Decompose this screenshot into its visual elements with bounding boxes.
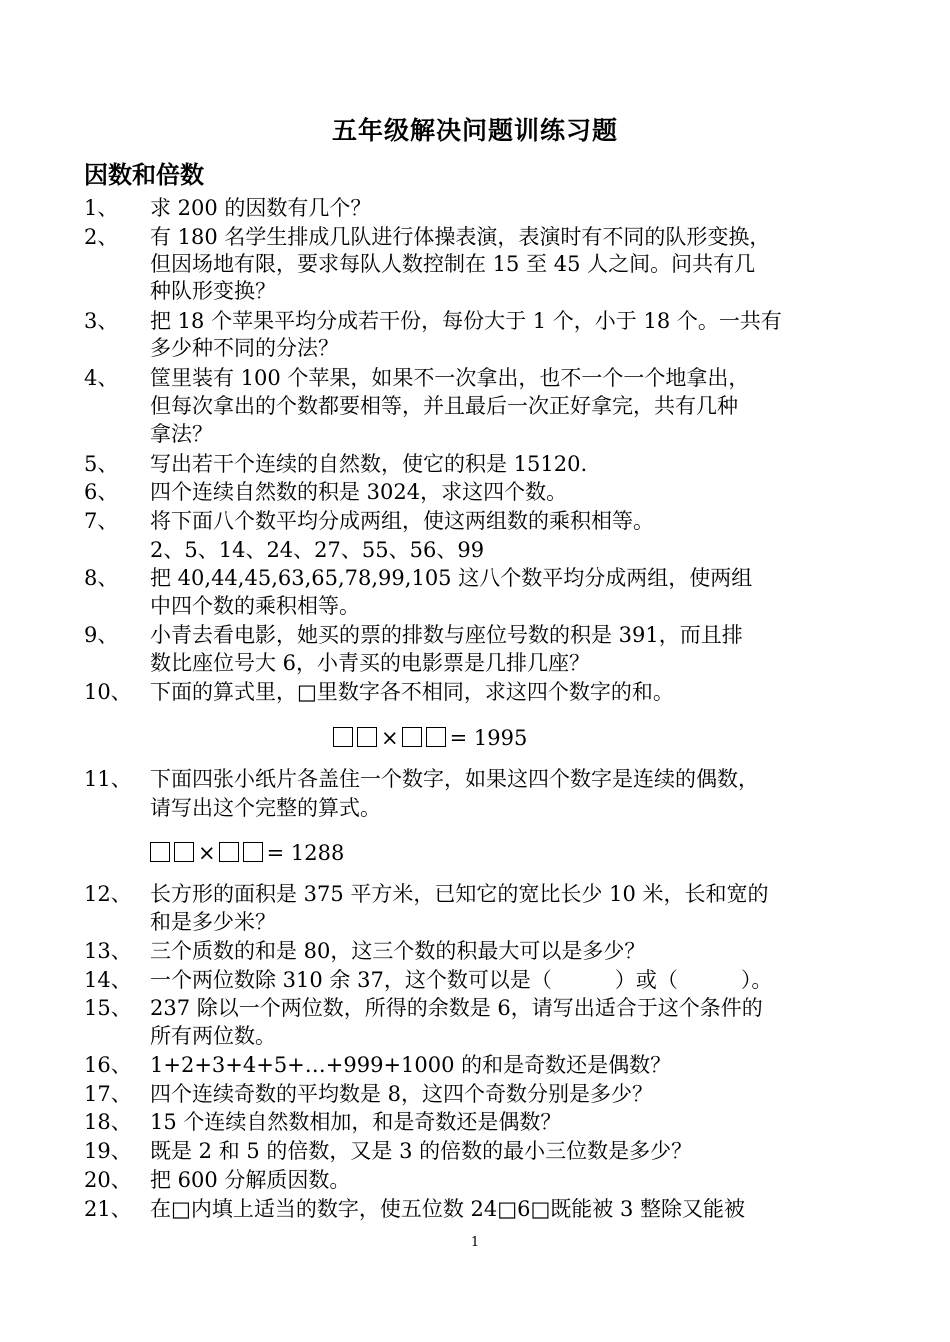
times-sign: × — [198, 841, 216, 865]
problem-number: 4、 — [84, 366, 119, 390]
problem-text: 2、5、14、24、27、55、56、99 — [150, 538, 485, 562]
problem-number: 6、 — [84, 480, 119, 504]
problem-text: 多少种不同的分法？ — [150, 336, 339, 360]
problem-number: 19、 — [84, 1139, 132, 1163]
problem-text: 既是 2 和 5 的倍数，又是 3 的倍数的最小三位数是多少？ — [150, 1139, 693, 1163]
problem-text: 15 个连续自然数相加，和是奇数还是偶数？ — [150, 1110, 562, 1134]
problem-number: 12、 — [84, 882, 132, 906]
problem-number: 14、 — [84, 968, 132, 992]
problem-number: 3、 — [84, 309, 119, 333]
problem-text: 在□内填上适当的数字，使五位数 24□6□既能被 3 整除又能被 — [150, 1197, 745, 1221]
problem-number: 15、 — [84, 996, 132, 1020]
problem-text: 1+2+3+4+5+…+999+1000 的和是奇数还是偶数？ — [150, 1053, 672, 1077]
problem-text: 把 600 分解质因数。 — [150, 1168, 351, 1192]
problem-number: 20、 — [84, 1168, 132, 1192]
section-heading: 因数和倍数 — [84, 161, 204, 189]
problem-text: 把 18 个苹果平均分成若干份，每份大于 1 个，小于 18 个。一共有 — [150, 309, 782, 333]
blank-box — [402, 727, 422, 747]
blank-box — [174, 842, 194, 862]
problem-number: 13、 — [84, 939, 132, 963]
problem-text: 求 200 的因数有几个？ — [150, 196, 372, 220]
problem-number: 11、 — [84, 767, 132, 791]
problem-text: 下面的算式里，□里数字各不相同，求这四个数字的和。 — [150, 680, 674, 704]
problem-text: 但每次拿出的个数都要相等，并且最后一次正好拿完，共有几种 — [150, 394, 738, 418]
blank-box — [219, 842, 239, 862]
page-number: 1 — [470, 1235, 480, 1250]
problem-number: 5、 — [84, 452, 119, 476]
problem-text: 三个质数的和是 80，这三个数的积最大可以是多少？ — [150, 939, 646, 963]
problem-text: 写出若干个连续的自然数，使它的积是 15120. — [150, 452, 588, 476]
problem-text: 所有两位数。 — [150, 1024, 276, 1048]
problem-text: 种队形变换？ — [150, 279, 276, 303]
formula-result: = 1995 — [449, 726, 528, 750]
problem-number: 7、 — [84, 509, 119, 533]
blank-box — [243, 842, 263, 862]
problem-text: 请写出这个完整的算式。 — [150, 796, 381, 820]
problem-text: 拿法？ — [150, 422, 213, 446]
problem-text: 四个连续奇数的平均数是 8，这四个奇数分别是多少？ — [150, 1082, 654, 1106]
problem-text: 一个两位数除 310 余 37，这个数可以是（ ）或（ ）。 — [150, 968, 773, 992]
blank-box — [150, 842, 170, 862]
formula-10 — [333, 723, 527, 753]
problem-number: 18、 — [84, 1110, 132, 1134]
problem-text: 四个连续自然数的积是 3024，求这四个数。 — [150, 480, 568, 504]
formula-11 — [150, 838, 344, 868]
problem-number: 21、 — [84, 1197, 132, 1221]
blank-box — [426, 727, 446, 747]
problem-text: 下面四张小纸片各盖住一个数字，如果这四个数字是连续的偶数， — [150, 767, 759, 791]
blank-box — [357, 727, 377, 747]
times-sign: × — [381, 726, 399, 750]
problem-text: 但因场地有限，要求每队人数控制在 15 至 45 人之间。问共有几 — [150, 252, 756, 276]
problem-text: 和是多少米？ — [150, 910, 276, 934]
problem-number: 17、 — [84, 1082, 132, 1106]
problem-number: 9、 — [84, 623, 119, 647]
blank-box — [333, 727, 353, 747]
page-title: 五年级解决问题训练习题 — [331, 116, 618, 145]
problem-text: 将下面八个数平均分成两组，使这两组数的乘积相等。 — [150, 509, 654, 533]
problem-text: 数比座位号大 6，小青买的电影票是几排几座？ — [150, 651, 591, 675]
problem-text: 把 40,44,45,63,65,78,99,105 这八个数平均分成两组，使两组 — [150, 566, 753, 590]
problem-text: 长方形的面积是 375 平方米，已知它的宽比长少 10 米，长和宽的 — [150, 882, 769, 906]
problem-text: 小青去看电影，她买的票的排数与座位号数的积是 391，而且排 — [150, 623, 743, 647]
problem-number: 16、 — [84, 1053, 132, 1077]
problem-text: 筐里装有 100 个苹果，如果不一次拿出，也不一个一个地拿出， — [150, 366, 750, 390]
problem-number: 8、 — [84, 566, 119, 590]
problem-text: 中四个数的乘积相等。 — [150, 594, 360, 618]
problem-number: 1、 — [84, 196, 119, 220]
formula-result: = 1288 — [266, 841, 345, 865]
problem-text: 有 180 名学生排成几队进行体操表演，表演时有不同的队形变换， — [150, 225, 771, 249]
problem-text: 237 除以一个两位数，所得的余数是 6，请写出适合于这个条件的 — [150, 996, 763, 1020]
problem-number: 2、 — [84, 225, 119, 249]
problem-number: 10、 — [84, 680, 132, 704]
